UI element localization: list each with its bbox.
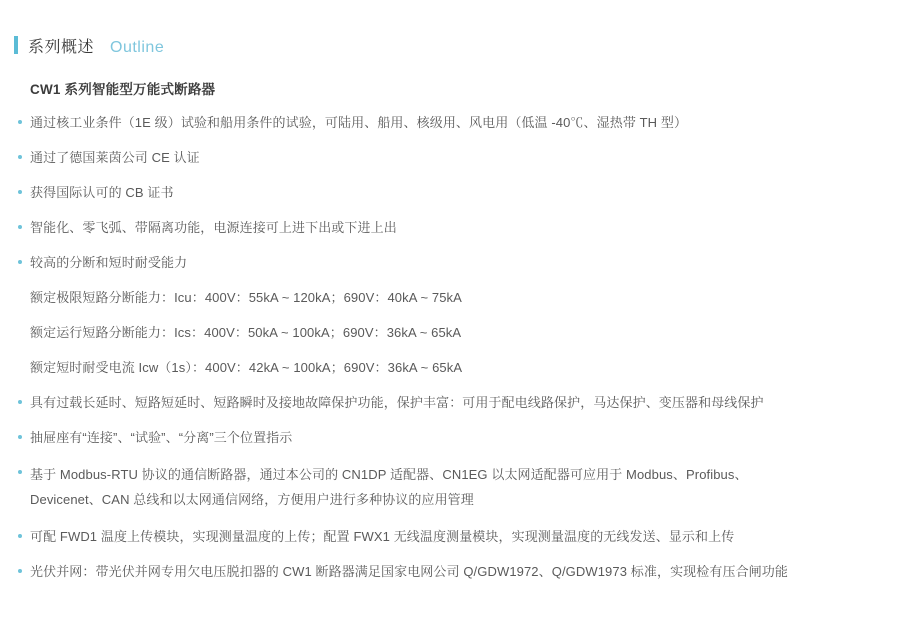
bullet-dot-icon: [18, 569, 22, 573]
list-item: [0, 392, 900, 413]
product-subtitle: CW1 系列智能型万能式断路器: [30, 82, 216, 97]
list-item: [0, 526, 900, 547]
list-item: [0, 287, 900, 308]
section-title-cn: 系列概述: [28, 39, 95, 56]
list-item: [0, 217, 900, 238]
list-item: [0, 112, 900, 133]
list-item-line: 额定极限短路分断能力：Icu：400V：55kA ~ 120kA；690V：40kA ~ 75kA: [30, 290, 462, 305]
section-header: [0, 0, 900, 57]
specification-list: [0, 112, 900, 582]
list-item-line: 较高的分断和短时耐受能力: [30, 255, 188, 270]
list-item-line: 具有过载长延时、短路短延时、短路瞬时及接地故障保护功能，保护丰富：可用于配电线路保护，马达保护、变压器和母线保护: [30, 395, 764, 410]
list-item: [0, 427, 900, 448]
bullet-dot-icon: [18, 400, 22, 404]
list-item-line: 抽屉座有“连接”、“试验”、“分离”三个位置指示: [30, 430, 293, 445]
list-item-line: Devicenet、CAN 总线和以太网通信网络，方便用户进行多种协议的应用管理: [30, 492, 474, 507]
list-item: [0, 561, 900, 582]
list-item: [0, 322, 900, 343]
list-item-line: 额定运行短路分断能力：Ics：400V：50kA ~ 100kA；690V：36kA ~ 65kA: [30, 325, 462, 340]
list-item: [0, 462, 900, 512]
bullet-dot-icon: [18, 155, 22, 159]
list-item: [0, 357, 900, 378]
list-item-line: 可配 FWD1 温度上传模块，实现测量温度的上传；配置 FWX1 无线温度测量模块，实现测量温度的无线发送、显示和上传: [30, 529, 735, 544]
bullet-dot-icon: [18, 435, 22, 439]
list-item: [0, 147, 900, 168]
section-title-en: Outline: [110, 39, 165, 56]
list-item-line: 基于 Modbus-RTU 协议的通信断路器，通过本公司的 CN1DP 适配器、CN1EG 以太网适配器可应用于 Modbus、Profibus、: [30, 467, 748, 482]
list-item: [0, 252, 900, 273]
list-item: [0, 182, 900, 203]
bullet-dot-icon: [18, 225, 22, 229]
list-item-line: 获得国际认可的 CB 证书: [30, 185, 174, 200]
list-item-line: 智能化、零飞弧、带隔离功能，电源连接可上进下出或下进上出: [30, 220, 397, 235]
list-item-line: 通过了德国莱茵公司 CE 认证: [30, 150, 200, 165]
list-item-line: 额定短时耐受电流 Icw（1s）：400V：42kA ~ 100kA；690V：36kA ~ 65kA: [30, 360, 463, 375]
bullet-dot-icon: [18, 190, 22, 194]
bullet-dot-icon: [18, 534, 22, 538]
list-item-line: 光伏并网：带光伏并网专用欠电压脱扣器的 CW1 断路器满足国家电网公司 Q/GDW1972、Q/GDW1973 标准，实现检有压合闸功能: [30, 564, 788, 579]
bullet-dot-icon: [18, 470, 22, 474]
list-item-line: 通过核工业条件（1E 级）试验和船用条件的试验，可陆用、船用、核级用、风电用（低温 -40℃、湿热带 TH 型）: [30, 115, 688, 130]
bullet-dot-icon: [18, 260, 22, 264]
accent-bar-icon: [14, 36, 18, 54]
bullet-dot-icon: [18, 120, 22, 124]
